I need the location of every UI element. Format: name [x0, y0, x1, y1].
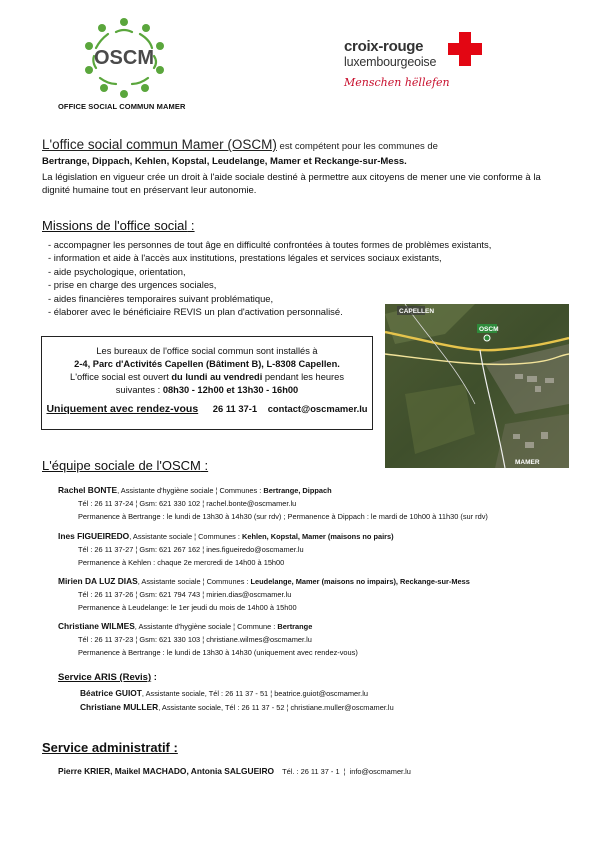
list-item: - information et aide à l'accès aux institutions, prestations légales et services sociaux existants,: [48, 251, 548, 264]
team-member: Rachel BONTE, Assistante d'hygiène sociale ¦ Communes : Bertrange, Dippach Tél : 26 11 37-24 ¦ Gsm: 621 330 102 ¦ rachel.bonte@oscmamer.lu Permanence à Bertrange : le lundi de 13h30 à 14h30 (sur rdv) ; Permanence à Dippach : le mardi de 10h00 à 11h30 (sur rdv): [58, 485, 488, 521]
map-label-mamer: MAMER: [515, 459, 540, 466]
intro-communes: Bertrange, Dippach, Kehlen, Kopstal, Leudelange, Mamer et Reckange-sur-Mess.: [42, 156, 407, 167]
croix-rouge-title: croix-rouge: [344, 38, 424, 55]
red-cross-icon: [448, 32, 482, 66]
office-info-box: [41, 336, 373, 430]
list-item: - élaborer avec le bénéficiaire REVIS un plan d'activation personnalisé.: [48, 305, 548, 318]
office-phone[interactable]: 26 11 37-1: [212, 403, 258, 414]
office-hours: suivantes : 08h30 - 12h00 et 13h30 - 16h00: [115, 385, 299, 395]
office-opening: L'office social est ouvert du lundi au vendredi pendant les heures: [70, 372, 344, 382]
intro-section: [42, 138, 562, 197]
team-title: L'équipe sociale de l'OSCM :: [42, 458, 209, 473]
list-item: - aides financières temporaires suivant problématique,: [48, 292, 548, 305]
location-map: [385, 304, 569, 468]
list-item: - prise en charge des urgences sociales,: [48, 278, 548, 291]
oscm-logo: [72, 12, 177, 100]
intro-paragraph: La législation en vigueur crée un droit à l'aide sociale destiné à permettre aux citoyens de mener une vie conforme à la dignité humaine tout en préservant leur autonomie.: [42, 172, 541, 196]
missions-title: Missions de l'office social :: [42, 218, 195, 233]
oscm-logo-text: OSCM: [94, 47, 154, 69]
team-member: Mirien DA LUZ DIAS, Assistante sociale ¦ Communes : Leudelange, Mamer (maisons no impairs), Reckange-sur-Mess Tél : 26 11 37-26 ¦ Gsm: 621 794 743 ¦ mirien.dias@oscmamer.lu Permanence à Leudelange: le 1er jeudi du mois de 14h00 à 15h00: [58, 576, 470, 612]
admin-names: Pierre KRIER, Maikel MACHADO, Antonia SALGUEIRO: [58, 766, 275, 776]
oscm-caption: OFFICE SOCIAL COMMUN MAMER: [58, 102, 186, 111]
admin-email[interactable]: info@oscmamer.lu: [349, 767, 411, 776]
map-marker-icon: [484, 335, 490, 341]
croix-rouge-slogan: Menschen hëllefen: [344, 76, 450, 89]
list-item: - aide psychologique, orientation,: [48, 265, 548, 278]
office-intro: Les bureaux de l'office social commun sont installés à: [96, 346, 318, 356]
croix-rouge-logo: [340, 28, 490, 100]
aris-title: Service ARIS (Revis) :: [58, 672, 157, 683]
aris-member: Christiane MULLER, Assistante sociale, Tél : 26 11 37 - 52 ¦ christiane.muller@oscmamer.lu: [80, 702, 394, 712]
map-label-oscm: OSCM: [479, 326, 499, 333]
office-email[interactable]: contact@oscmamer.lu: [267, 403, 368, 414]
aris-member: Béatrice GUIOT, Assistante sociale, Tél : 26 11 37 - 51 ¦ beatrice.guiot@oscmamer.lu: [80, 688, 368, 698]
appointment-note: Uniquement avec rendez-vous: [46, 403, 199, 415]
admin-contact-row: [58, 766, 411, 776]
team-member: Christiane WILMES, Assistante d'hygiène sociale ¦ Commune : Bertrange Tél : 26 11 37-23 ¦ Gsm: 621 330 103 ¦ christiane.wilmes@oscmamer.lu Permanence à Bertrange : le lundi de 13h30 à 14h30 (uniquement avec rendez-vous): [58, 621, 358, 657]
admin-phone[interactable]: Tél. : 26 11 37 - 1: [282, 767, 340, 776]
croix-rouge-subtitle: luxembourgeoise: [344, 55, 437, 69]
map-label-capellen: CAPELLEN: [399, 308, 435, 315]
office-contact-row: [42, 402, 372, 416]
list-item: - accompagner les personnes de tout âge en difficulté confrontées à toutes formes de problèmes existants,: [48, 238, 548, 251]
team-member: Ines FIGUEIREDO, Assistante sociale ¦ Communes : Kehlen, Kopstal, Mamer (maisons no pairs) Tél : 26 11 37-27 ¦ Gsm: 621 267 162 ¦ ines.figueiredo@oscmamer.lu Permanence à Kehlen : chaque 2e mercredi de 14h00 à 15h00: [58, 531, 394, 567]
intro-title-rest: est compétent pour les communes de: [276, 141, 438, 152]
intro-title: L'office social commun Mamer (OSCM): [42, 137, 277, 152]
office-address: 2-4, Parc d'Activités Capellen (Bâtiment B), L-8308 Capellen.: [74, 359, 340, 369]
admin-title: Service administratif :: [42, 740, 178, 755]
admin-separator: ¦: [343, 767, 346, 776]
